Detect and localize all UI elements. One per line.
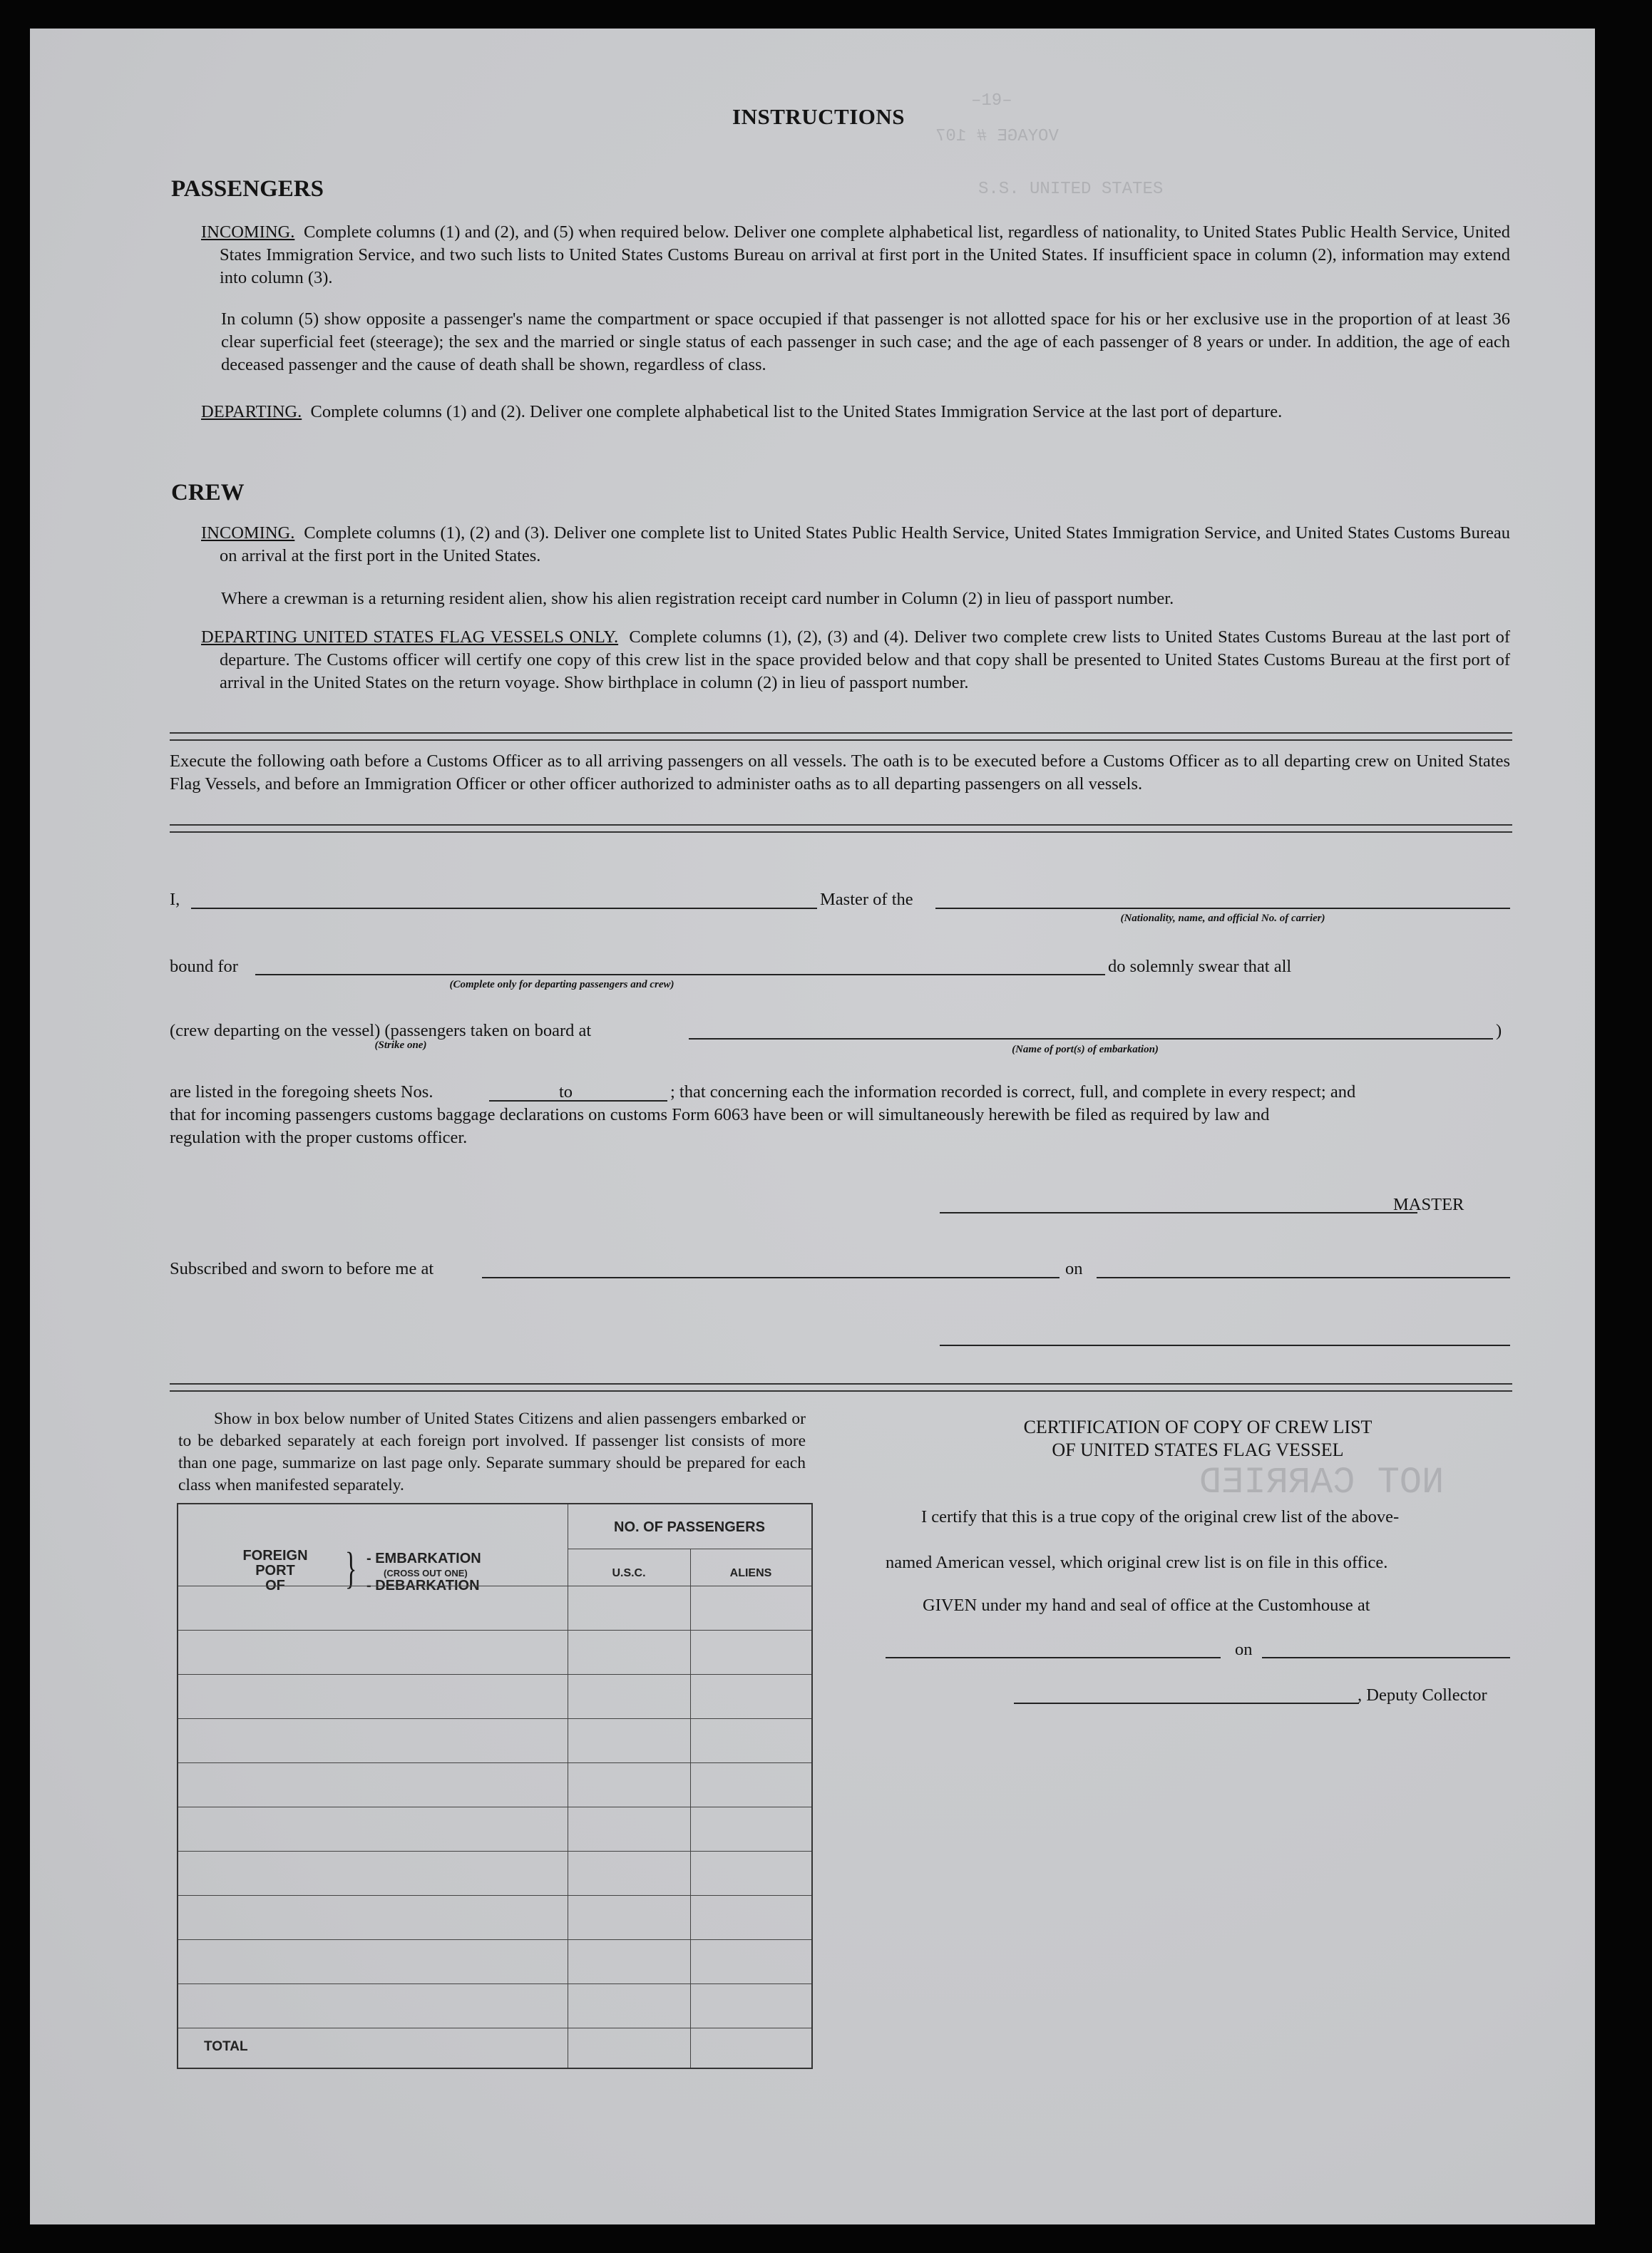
crew-departing-lead: DEPARTING UNITED STATES FLAG VESSELS ONLY.: [201, 627, 619, 647]
deputy-collector-signature-field[interactable]: [1014, 1703, 1359, 1704]
crew-incoming-lead: INCOMING.: [201, 523, 295, 543]
bound-for-caption: (Complete only for departing passengers and crew): [449, 979, 674, 990]
carrier-caption: (Nationality, name, and official No. of carrier): [1120, 913, 1325, 924]
crew-incoming-text: Complete columns (1), (2) and (3). Deliver one complete list to United States Public Health Service, United States Immigration Service, and United States Customs Bureau on arrival at the first port in the United States.: [220, 523, 1510, 565]
customhouse-field[interactable]: [886, 1657, 1221, 1658]
table-row: [178, 1674, 811, 1675]
section-divider: [170, 1383, 1512, 1392]
embarkation-port-caption: (Name of port(s) of embarkation): [1012, 1044, 1159, 1055]
brace-symbol: }: [345, 1544, 357, 1593]
crew-incoming-instruction: [201, 522, 1510, 568]
foreign-label: FOREIGN: [242, 1548, 308, 1564]
crew-passengers-label: (crew departing on the vessel) (passengers taken on board at: [170, 1021, 592, 1040]
table-row: [178, 1895, 811, 1896]
crew-heading: CREW: [171, 480, 245, 505]
section-divider: [170, 824, 1512, 833]
table-row: [178, 1630, 811, 1631]
certify-line-1: I certify that this is a true copy of the original crew list of the above-: [921, 1507, 1400, 1526]
debarkation-label: - DEBARKATION: [366, 1578, 480, 1593]
certification-title-line-1: CERTIFICATION OF COPY OF CREW LIST: [1023, 1417, 1373, 1437]
usc-header: U.S.C.: [612, 1567, 646, 1579]
table-row: [178, 1939, 811, 1940]
solemnly-swear-label: do solemnly swear that all: [1108, 957, 1292, 976]
no-of-passengers-header: NO. OF PASSENGERS: [614, 1519, 765, 1535]
of-label: OF: [265, 1578, 285, 1593]
certify-line-2: named American vessel, which original crew list is on file in this office.: [886, 1553, 1388, 1572]
officer-signature-field[interactable]: [940, 1345, 1510, 1346]
total-label: TOTAL: [204, 2039, 248, 2054]
listed-rest-line-1: ; that concerning each the information recorded is correct, full, and complete in every respect; and: [670, 1082, 1356, 1102]
listed-rest-line-3: regulation with the proper customs officer.: [170, 1128, 468, 1147]
certification-title: [886, 1416, 1510, 1462]
crew-departing-text: Complete columns (1), (2), (3) and (4). Deliver two complete crew lists to United States Customs Bureau at the last port of departure. The Customs officer will certify one copy of this crew list in the space provided below and that copy shall be presented to United States Customs Bureau at the first port of arrival in the United States on the return voyage. Show birthplace in column (2) in lieu of passport number.: [220, 627, 1510, 692]
bleed-through-text: VOYAGE # 107: [935, 127, 1059, 146]
passengers-departing-lead: DEPARTING.: [201, 402, 302, 421]
certify-on-label: on: [1235, 1640, 1253, 1659]
passengers-column5-instruction: In column (5) show opposite a passenger's name the compartment or space occupied if that passenger is not allotted space for his or her exclusive use in the proportion of at least 36 clear superficial feet (steerage); the sex and the married or single status of each passenger in such case; and the age of each passenger of 8 years or under. In addition, the age of each deceased passenger and the cause of death shall be shown, regardless of class.: [221, 309, 1510, 374]
embarkation-port-field[interactable]: [689, 1038, 1493, 1040]
oath-i-label: I,: [170, 890, 180, 909]
certify-date-field[interactable]: [1262, 1657, 1510, 1658]
table-divider: [690, 1549, 691, 2068]
sworn-date-field[interactable]: [1097, 1277, 1510, 1278]
passengers-incoming-text: Complete columns (1) and (2), and (5) when required below. Deliver one complete alphabetical list, regardless of nationality, to United States Public Health Service, United States Immigration Service, and two such lists to United States Customs Bureau on arrival at first port in the United States. If insufficient space in column (2), information may extend into column (3).: [220, 222, 1511, 287]
bleed-through-text: S.S. UNITED STATES: [978, 180, 1164, 199]
master-label: MASTER: [1393, 1195, 1464, 1214]
table-row: [178, 1762, 811, 1763]
certification-title-line-2: OF UNITED STATES FLAG VESSEL: [1052, 1439, 1344, 1460]
sheet-to-field[interactable]: [579, 1100, 667, 1102]
master-signature-field[interactable]: [940, 1212, 1417, 1213]
deputy-collector-label: , Deputy Collector: [1358, 1685, 1487, 1705]
bound-for-field[interactable]: [255, 974, 1105, 975]
aliens-header: ALIENS: [729, 1567, 772, 1579]
bound-for-label: bound for: [170, 957, 238, 976]
table-row: [178, 1718, 811, 1719]
table-row: [178, 1851, 811, 1852]
bleed-through-text: –19–: [971, 91, 1012, 111]
oath-intro: Execute the following oath before a Customs Officer as to all arriving passengers on all vessels. The oath is to be executed before a Customs Officer as to all departing crew on United States Flag Vessels, and before an Immigration Officer or other officer authorized to administer oaths as to all departing passengers on all vessels.: [170, 751, 1510, 794]
table-row: [178, 1983, 811, 1984]
sworn-on-label: on: [1065, 1259, 1083, 1278]
summary-instructions: Show in box below number of United States Citizens and alien passengers embarked or to be debarked separately at each foreign port involved. If passenger list consists of more than one page, summarize on last page only. Separate summary should be prepared for each class when manifested separately.: [178, 1410, 806, 1494]
close-paren: ): [1496, 1021, 1502, 1040]
carrier-field[interactable]: [935, 908, 1510, 909]
listed-rest-line-2: that for incoming passengers customs baggage declarations on customs Form 6063 have been or will simultaneously herewith be filed as required by law and: [170, 1105, 1270, 1124]
passengers-heading: PASSENGERS: [171, 176, 324, 202]
passengers-departing-text: Complete columns (1) and (2). Deliver one complete alphabetical list to the United States Immigration Service at the last port of departure.: [310, 402, 1283, 421]
section-divider: [170, 732, 1512, 741]
port-label: PORT: [255, 1563, 295, 1579]
sworn-at-field[interactable]: [482, 1277, 1060, 1278]
crew-departing-instruction: [201, 626, 1510, 694]
crew-resident-instruction: Where a crewman is a returning resident alien, show his alien registration receipt card number in Column (2) in lieu of passport number.: [221, 589, 1174, 608]
embarkation-label: - EMBARKATION: [366, 1551, 481, 1566]
subscribed-label: Subscribed and sworn to before me at: [170, 1259, 434, 1278]
passengers-departing-instruction: [201, 401, 1510, 424]
foreign-port-header: [218, 1549, 332, 1593]
master-of-label: Master of the: [820, 890, 913, 909]
page-title: INSTRUCTIONS: [732, 104, 905, 129]
document-page: [30, 29, 1595, 2224]
passenger-summary-table: [177, 1503, 813, 2069]
certify-line-3: GIVEN under my hand and seal of office at the Customhouse at: [923, 1596, 1370, 1615]
to-label: to: [559, 1082, 573, 1102]
listed-prefix-label: are listed in the foregoing sheets Nos.: [170, 1082, 433, 1102]
passengers-incoming-instruction: [201, 221, 1510, 289]
passengers-incoming-lead: INCOMING.: [201, 222, 295, 242]
bleed-through-text: NOT CARRIED: [1199, 1462, 1445, 1504]
cross-out-label: (CROSS OUT ONE): [384, 1568, 468, 1579]
strike-one-caption: (Strike one): [374, 1040, 427, 1051]
master-name-field[interactable]: [191, 908, 817, 909]
